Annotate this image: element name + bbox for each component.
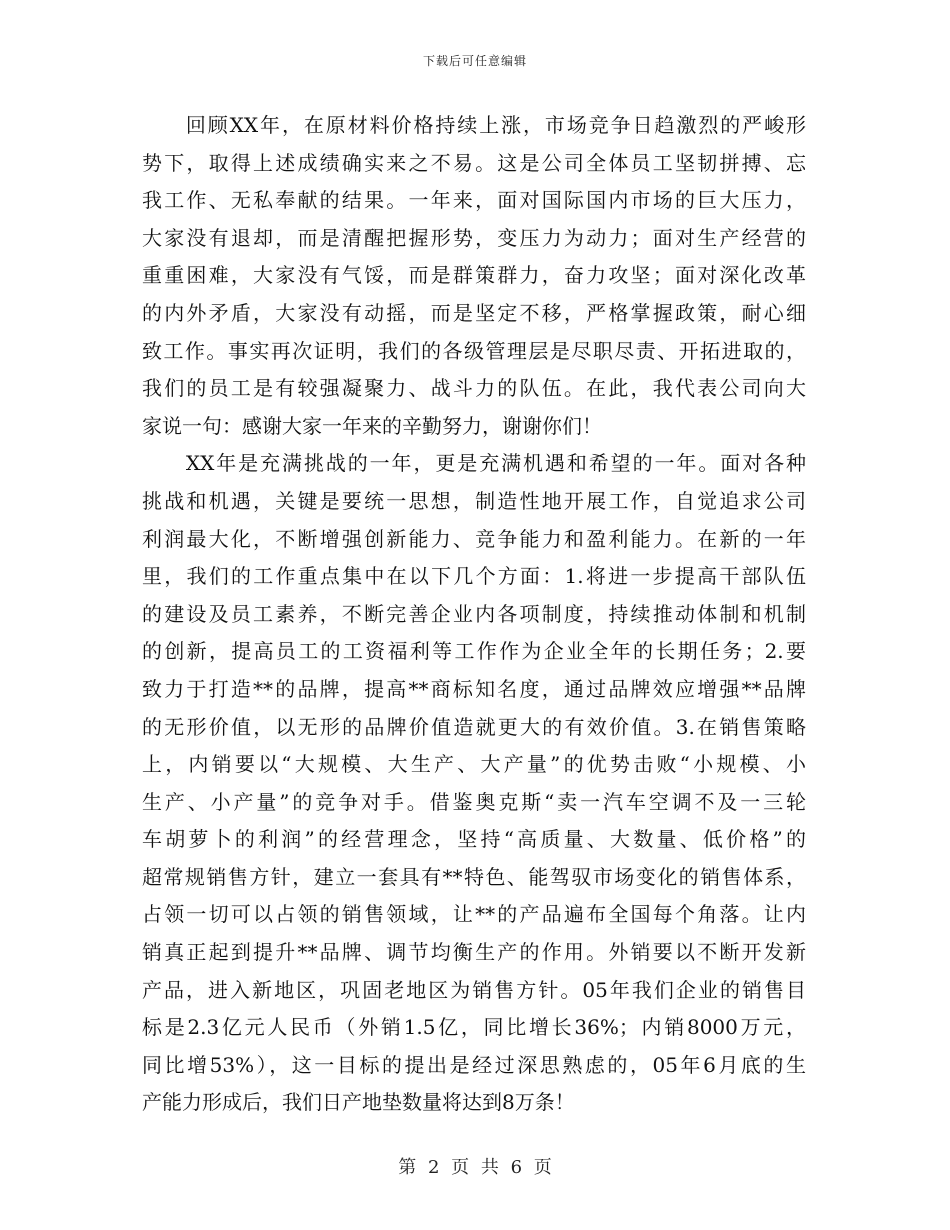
text-line: 家说一句：感谢大家一年来的辛勤努力，谢谢你们！ — [142, 413, 602, 438]
text-line: 同比增53%），这一目标的提出是经过深思熟虑的，05年6月底的生 — [142, 1052, 806, 1077]
text-line: 重重困难，大家没有气馁，而是群策群力，奋力攻坚；面对深化改革 — [142, 263, 806, 288]
text-line: 我工作、无私奉献的结果。一年来，面对国际国内市场的巨大压力， — [142, 188, 806, 213]
text-line: 超常规销售方针，建立一套具有**特色、能驾驭市场变化的销售体系， — [142, 864, 806, 889]
text-line: 大家没有退却，而是清醒把握形势，变压力为动力；面对生产经营的 — [142, 225, 806, 250]
page-number-footer: 第 2 页 共 6 页 — [398, 1157, 552, 1178]
text-line: 致工作。事实再次证明，我们的各级管理层是尽职尽责、开拓进取的， — [142, 338, 806, 363]
text-line: XX年是充满挑战的一年，更是充满机遇和希望的一年。面对各种 — [142, 451, 806, 476]
text-line: 势下，取得上述成绩确实来之不易。这是公司全体员工坚韧拼搏、忘 — [142, 150, 806, 175]
text-line: 标是2.3亿元人民币（外销1.5亿，同比增长36%；内销8000万元， — [142, 1015, 806, 1040]
text-line: 致力于打造**的品牌，提高**商标知名度，通过品牌效应增强**品牌 — [142, 676, 806, 701]
text-line: 车胡萝卜的利润”的经营理念，坚持“高质量、大数量、低价格”的 — [142, 827, 806, 852]
text-line: 挑战和机遇，关键是要统一思想，制造性地开展工作，自觉追求公司 — [142, 488, 806, 513]
body-text — [142, 107, 806, 1122]
text-line: 上，内销要以“大规模、大生产、大产量”的优势击败“小规模、小 — [142, 752, 806, 777]
text-line: 的创新，提高员工的工资福利等工作作为企业全年的长期任务；2.要 — [142, 639, 806, 664]
text-line: 里，我们的工作重点集中在以下几个方面：1.将进一步提高干部队伍 — [142, 564, 806, 589]
text-line: 生产、小产量”的竞争对手。借鉴奥克斯“卖一汽车空调不及一三轮 — [142, 789, 806, 814]
paragraph-2 — [142, 445, 806, 1122]
text-line: 我们的员工是有较强凝聚力、战斗力的队伍。在此，我代表公司向大 — [142, 376, 806, 401]
text-line: 的无形价值，以无形的品牌价值造就更大的有效价值。3.在销售策略 — [142, 714, 806, 739]
header-note: 下载后可任意编辑 — [422, 54, 527, 68]
text-line: 利润最大化，不断增强创新能力、竞争能力和盈利能力。在新的一年 — [142, 526, 806, 551]
paragraph-1 — [142, 107, 806, 445]
text-line: 占领一切可以占领的销售领域，让**的产品遍布全国每个角落。让内 — [142, 902, 806, 927]
text-line: 产能力形成后，我们日产地垫数量将达到8万条！ — [142, 1090, 575, 1115]
text-line: 的建设及员工素养，不断完善企业内各项制度，持续推动体制和机制 — [142, 601, 806, 626]
text-line: 产品，进入新地区，巩固老地区为销售方针。05年我们企业的销售目 — [142, 977, 806, 1002]
text-line: 销真正起到提升**品牌、调节均衡生产的作用。外销要以不断开发新 — [142, 940, 806, 965]
text-line: 回顾XX年，在原材料价格持续上涨，市场竞争日趋激烈的严峻形 — [142, 113, 806, 137]
text-line: 的内外矛盾，大家没有动摇，而是坚定不移，严格掌握政策，耐心细 — [142, 300, 806, 325]
